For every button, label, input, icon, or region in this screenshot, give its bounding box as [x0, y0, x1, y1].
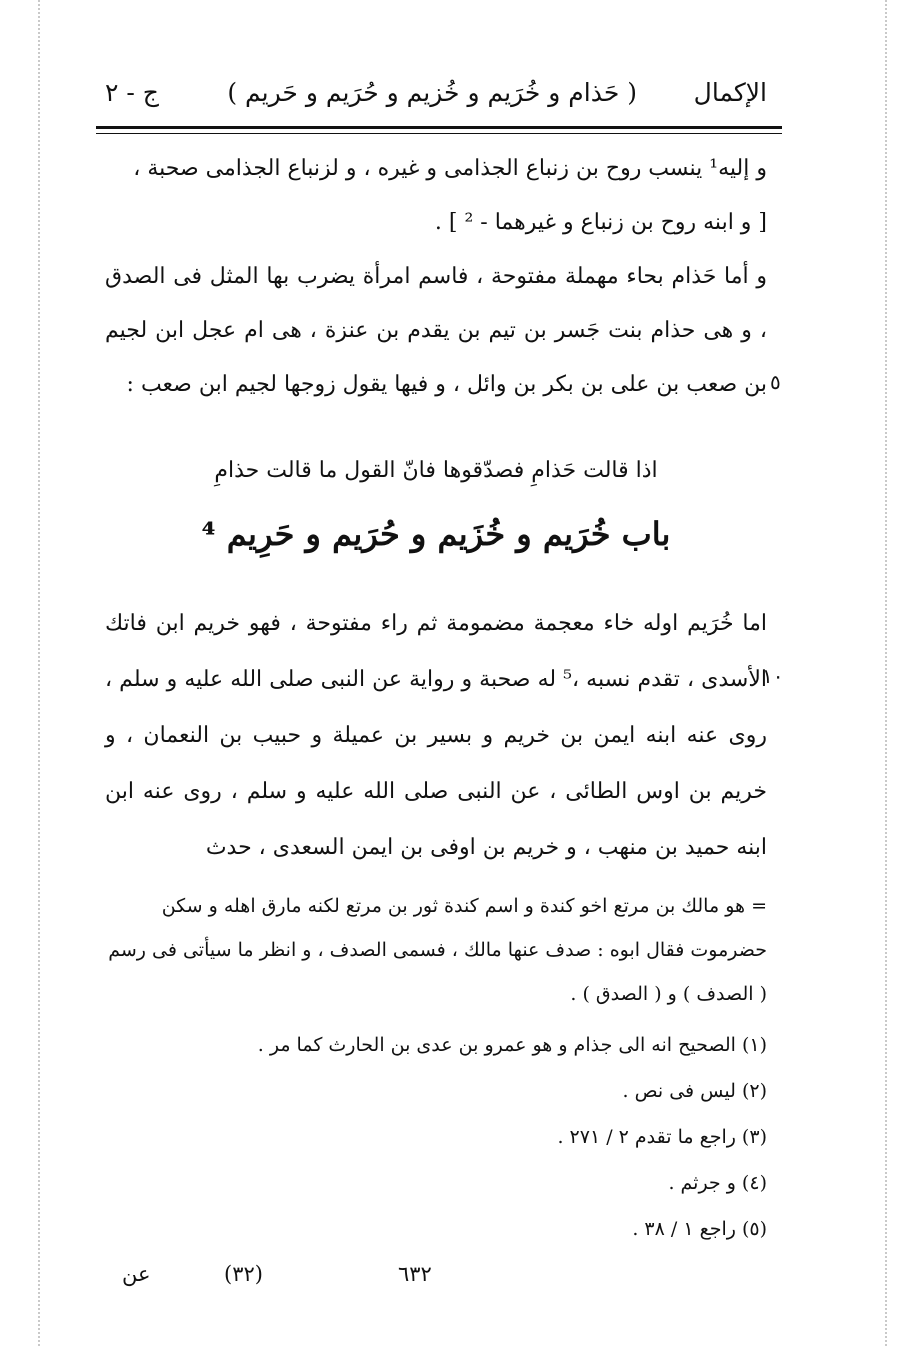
footnotes [257, 1022, 767, 1252]
footnote: (٤) و جرثم . [668, 1172, 767, 1194]
paragraph: [ و ابنه روح بن زنباع و غيرهما - ² ] . [434, 210, 767, 235]
footnote: (٢) ليس فى نص . [622, 1080, 767, 1102]
chapter-title: باب خُرَيم و خُزَيم و حُرَيم و حَرِيم ⁴ [201, 515, 671, 553]
running-header [105, 72, 767, 116]
line-number: ٥ [770, 370, 781, 394]
signature-mark: عن [122, 1262, 151, 1286]
main-text-continued [105, 596, 767, 876]
book-title: الإكمال [693, 78, 767, 107]
page-number: ٦٣٢ [398, 1262, 432, 1286]
margin-dots-left [38, 0, 40, 1346]
paragraph: و أما حَذام بحاء مهملة مفتوحة ، فاسم امرأة يضرب بها المثل فى الصدق ، و هى حذام بنت جَسر بن تيم بن يقدم بن عنزة ، هى ام عجل ابن لجيم بن صعب بن على بن بكر بن وائل ، و فيها يقول زوجها لجيم ابن صعب : [105, 264, 767, 397]
volume-number: ج - ٢ [105, 78, 159, 107]
paragraph: اما خُرَيم اوله خاء معجمة مضمومة ثم راء مفتوحة ، فهو خريم ابن فاتك الأسدى ، تقدم نسبه ،⁵ له صحبة و رواية عن النبى صلى الله عليه و سلم ، روى عنه ابنه ايمن بن خريم و بسير بن عميلة و حبيب بن النعمان ، و خريم بن اوس الطائى ، عن النبى صلى الله عليه و سلم ، روى عنه ابن ابنه حميد بن منهب ، و خريم بن اوفى بن ايمن السعدى ، حدث [105, 611, 768, 860]
margin-dots-right [885, 0, 887, 1346]
footnote: (٥) راجع ١ / ٣٨ . [632, 1218, 767, 1240]
sheet-number: (٣٢) [224, 1262, 263, 1286]
header-rule-thin [96, 133, 782, 134]
paragraph: و إليه¹ ينسب روح بن زنباع الجذامى و غيره ، و لزنباع الجذامى صحبة ، [133, 156, 767, 181]
line-number: ١٠ [762, 664, 784, 688]
footnote: (٣) راجع ما تقدم ٢ / ٢٧١ . [557, 1126, 767, 1148]
entry-heading: ( حَذام و خُرَيم و خُزيم و حُرَيم و حَريم ) [227, 78, 637, 107]
main-text [105, 142, 767, 412]
footnote: (١) الصحيح انه الى جذام و هو عمرو بن عدى بن الحارث كما مر . [257, 1034, 767, 1056]
footnote-text: = هو مالك بن مرتع اخو كندة و اسم كندة ثور بن مرتع لكنه مارق اهله و سكن حضرموت فقال ابوه : صدف عنها مالك ، فسمى الصدف ، و انظر ما سيأتى فى رسم ( الصدف ) و ( الصدق ) . [108, 895, 767, 1005]
header-rule-thick [96, 126, 782, 129]
verse: اذا قالت حَذامِ فصدّقوها فانّ القول ما قالت حذامِ [214, 458, 658, 483]
footnote-continuation [105, 884, 767, 1016]
